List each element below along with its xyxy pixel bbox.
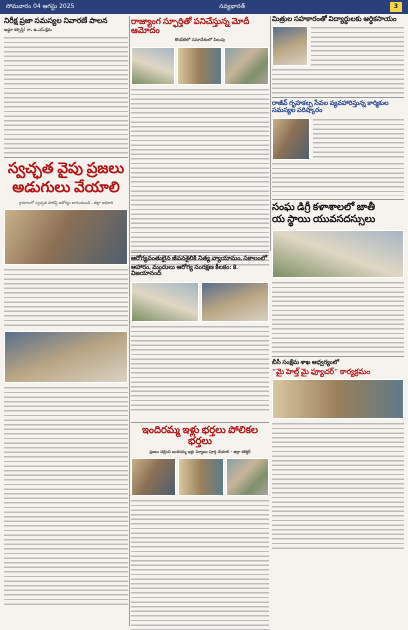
right-story1-headline: మిత్రుల సహకారంతో విద్యార్థులకు ఆర్థికసాయం xyxy=(272,15,397,23)
divider xyxy=(131,252,269,253)
bottom-story-body xyxy=(131,499,269,630)
center-body xyxy=(131,88,269,266)
right-story2-photo xyxy=(272,118,310,160)
bottom-photo-1 xyxy=(131,458,176,496)
story1-body xyxy=(4,36,128,154)
center-photo-3 xyxy=(224,47,269,85)
paper-name: నవ్యభారత్ xyxy=(219,3,245,10)
story1-headline: నిరీక్ష ప్రజా సమస్యల నివారణే పాలన xyxy=(4,16,108,25)
story2-subhead: గ్రామాలలో స్వచ్ఛత పాటిస్తే ఆరోగ్యం బాగుంటుంది - జిల్లా అధికారి xyxy=(18,200,114,206)
column-center xyxy=(131,16,269,251)
right-story1-body xyxy=(311,26,404,66)
right-story2-body-cont xyxy=(272,162,404,196)
right-story4-headline: బీసీ సంక్షేమ శాఖ ఆధ్వర్యంలో xyxy=(272,359,340,366)
right-story1-block xyxy=(272,26,404,66)
divider xyxy=(131,422,269,423)
page-header-bar xyxy=(0,0,408,14)
bottom-story-headline: ఇందిరమ్మ ఇళ్లు భర్తలు పోలికల భర్తలు xyxy=(141,425,259,447)
wide-story-body xyxy=(131,325,269,411)
story1-subhead: అడ్డూ కల్పిస్తే! గా. ఉ.ఎస్.క్షేమ xyxy=(4,26,52,32)
bottom-photo-2 xyxy=(178,458,223,496)
bottom-story-subhead: ప్రజలు చెల్లించి ఇందిరమ్మ ఇళ్లు నిర్మాణం పూర్తి చేయాలి - జిల్లా కలెక్టర్ xyxy=(149,449,251,454)
divider xyxy=(4,157,128,158)
story2-body xyxy=(4,268,128,328)
wide-story-photos xyxy=(131,282,269,322)
right-story3-headline: సంఘ డిగ్రీ కళాశాలలో జాతీ xyxy=(272,201,376,213)
story2-headline-line2: అడుగులు వేయాలి xyxy=(12,179,120,196)
center-photo-strip xyxy=(131,47,269,85)
story2-photo xyxy=(4,209,128,265)
right-story2-body xyxy=(313,118,404,160)
story2-photo-2 xyxy=(4,331,128,383)
center-photo-2 xyxy=(177,47,221,85)
page-number: 3 xyxy=(390,2,402,12)
story2-body-cont xyxy=(4,386,128,608)
column-left xyxy=(4,16,128,626)
bottom-photo-3 xyxy=(226,458,269,496)
right-story3-headline-line2: య స్థాయి యువసదస్సులు xyxy=(272,214,376,226)
date-line: సోమవారం 04 ఆగస్టు 2025 xyxy=(6,3,75,10)
story2-headline: స్వచ్ఛత వైపు ప్రజలు xyxy=(7,160,125,177)
right-story1-photo xyxy=(272,26,308,66)
column-divider xyxy=(270,16,271,251)
wide-photo-2 xyxy=(201,282,269,322)
divider xyxy=(272,97,404,98)
right-story1-body-cont xyxy=(272,68,404,94)
right-story4-body xyxy=(272,422,404,550)
right-story4-headline-line2: "మై హెల్త్ మై ఫ్యూచర్" కార్యక్రమం xyxy=(272,367,371,377)
center-headline: రాజ్యాంగ స్ఫూర్తితో పనిచేస్తున్న మోదీ ఆమోదం xyxy=(131,16,250,35)
bottom-story-photos xyxy=(131,458,269,496)
wide-story xyxy=(131,252,404,412)
divider xyxy=(272,199,404,200)
center-subhead: కొండేటిలో సమావేశంలో పిలుపు xyxy=(174,36,226,42)
column-divider xyxy=(129,16,130,626)
center-photo-1 xyxy=(131,47,175,85)
wide-story-headline: ఆరోగ్యవంతులైన జీవనశైలికి నిత్య వ్యాయామం, సకాలంలో xyxy=(131,255,268,262)
wide-photo-1 xyxy=(131,282,199,322)
right-story2-headline: రాజీవ్ గృహకల్ప సేవల వ్యవహారిస్తున్న కార్మికుల సమస్యల పరిష్కారం xyxy=(272,100,389,115)
bottom-story xyxy=(131,422,269,626)
right-story2-block xyxy=(272,118,404,160)
wide-story-headline-line2: ఆహారం, మందులు ఆరోగ్య సంరక్షణ కీలకం: కె. విజయానంద్ xyxy=(131,263,238,277)
